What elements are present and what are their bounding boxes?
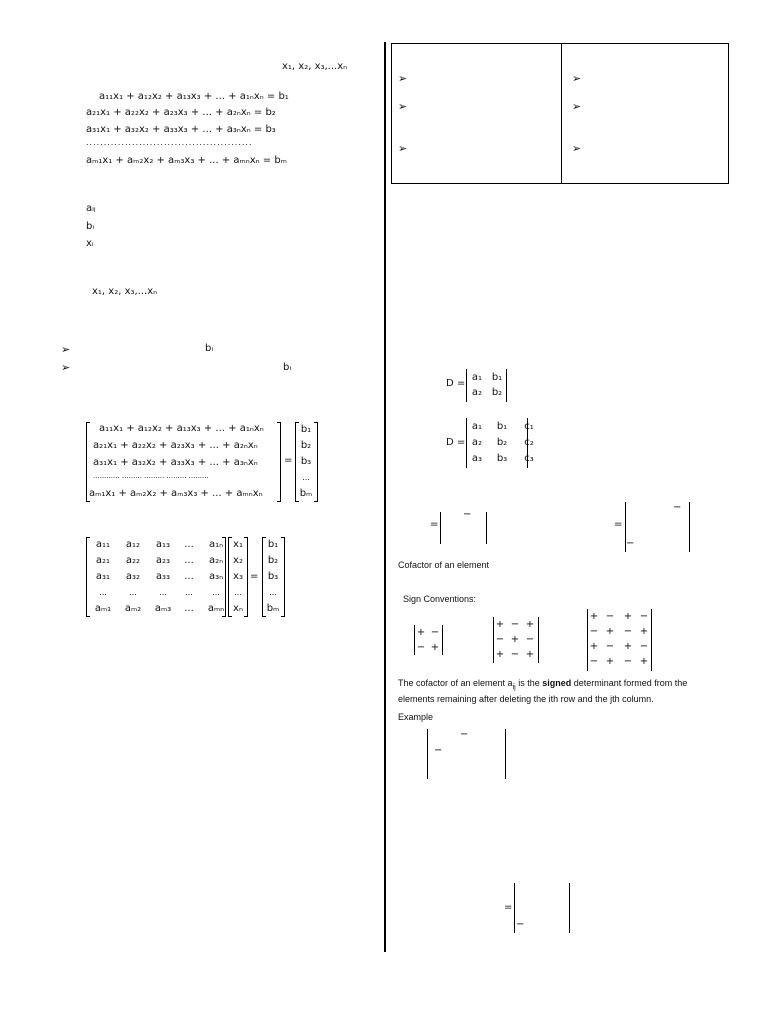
- dots-line: ...............................................: [86, 138, 253, 147]
- sign-cell: +: [430, 642, 440, 653]
- matrix-cell: a₃ₙ: [208, 571, 224, 582]
- sign-cell: +: [495, 619, 505, 630]
- sign-cell: +: [589, 611, 599, 622]
- sign-cell: −: [495, 634, 505, 645]
- expanded-row-dots: ............ ......... ......... ......... .........: [93, 472, 209, 480]
- matrix-cell: ...: [184, 555, 194, 566]
- matrix-cell: ...: [99, 588, 107, 597]
- b-vector-entry: b₁: [267, 539, 279, 550]
- bracket-right: [314, 422, 318, 502]
- expansion-equals-1: =: [430, 519, 439, 530]
- det-bar: [538, 617, 539, 663]
- system-equation-m: aₘ₁x₁ + aₘ₂x₂ + aₘ₃x₃ + ... + aₘₙxₙ = bₘ: [86, 155, 287, 166]
- det-bar: [486, 512, 487, 544]
- expanded-row-m: aₘ₁x₁ + aₘ₂x₂ + aₘ₃x₃ + ... + aₘₙxₙ: [89, 488, 263, 499]
- matrix-cell: aₘ₃: [154, 603, 172, 614]
- cofactor-heading: Cofactor of an element: [398, 560, 490, 570]
- bracket-right: [244, 537, 248, 617]
- expansion-equals-2: =: [614, 519, 623, 530]
- det-bar: [689, 502, 690, 552]
- b-vector-entry: ...: [269, 588, 277, 597]
- matrix-cell: a₁₁: [95, 539, 111, 550]
- x-vector-entry: ...: [234, 588, 242, 597]
- det-cell: a₃: [471, 453, 483, 464]
- sign-cell: +: [525, 619, 535, 630]
- sign4-grid: [587, 609, 651, 669]
- sign-cell: −: [623, 626, 633, 637]
- sign-cell: +: [623, 641, 633, 652]
- equals-sign: =: [284, 455, 293, 466]
- minus-sign: −: [626, 538, 635, 549]
- det-bar: [527, 418, 528, 468]
- det-bar: [569, 883, 570, 933]
- symbol-aij: aᵢⱼ: [86, 203, 96, 214]
- comparison-table: [391, 43, 729, 184]
- matrix-cell: ...: [184, 571, 194, 582]
- matrix-cell: a₁₂: [125, 539, 141, 550]
- sign-cell: +: [623, 611, 633, 622]
- bullet-symbol-1: bᵢ: [205, 343, 214, 354]
- bullet-arrow-1: ➢: [61, 344, 71, 356]
- table-bullet-arrow: ➢: [572, 101, 582, 113]
- det3-label: D =: [446, 437, 466, 448]
- table-bullet-arrow: ➢: [398, 101, 408, 113]
- matrix-cell: ...: [185, 588, 193, 597]
- sign-cell: −: [639, 611, 649, 622]
- system-equation-2: a₂₁x₁ + a₂₂x₂ + a₂₃x₃ + ... + a₂ₙxₙ = b₂: [86, 107, 276, 118]
- sign-cell: +: [510, 634, 520, 645]
- matrix-cell: a₂ₙ: [208, 555, 224, 566]
- table-bullet-arrow: ➢: [572, 73, 582, 85]
- b-vector-entry: bₘ: [299, 488, 313, 499]
- b-vector-entry: b₃: [300, 456, 312, 467]
- det-bar: [514, 883, 515, 933]
- bracket-right: [222, 537, 226, 617]
- b-vector-entry: b₂: [300, 440, 312, 451]
- bracket-right: [281, 537, 285, 617]
- matrix-cell: a₃₃: [155, 571, 171, 582]
- expanded-row-3: a₃₁x₁ + a₃₂x₂ + a₃₃x₃ + ... + a₃ₙxₙ: [93, 457, 258, 468]
- table-divider: [561, 44, 562, 183]
- sign-cell: +: [605, 626, 615, 637]
- symbol-bi: bᵢ: [86, 221, 95, 232]
- sign-cell: −: [589, 626, 599, 637]
- matrix-cell: a₃₂: [125, 571, 141, 582]
- x-vector-entry: x₃: [233, 571, 243, 582]
- b-vector: [263, 538, 283, 615]
- expanded-row-2: a₂₁x₁ + a₂₂x₂ + a₂₃x₃ + ... + a₂ₙxₙ: [93, 440, 258, 451]
- b-vector-entry: bₘ: [266, 603, 280, 614]
- b-vector-entry: b₂: [267, 555, 279, 566]
- matrix-cell: ...: [129, 588, 137, 597]
- matrix-cell: aₘ₁: [94, 603, 112, 614]
- symbol-xi: xᵢ: [86, 238, 94, 249]
- sign-cell: +: [605, 656, 615, 667]
- x-vector-entry: x₂: [233, 555, 243, 566]
- expansion-equals-3: =: [504, 902, 513, 913]
- det2-label: D =: [446, 378, 466, 389]
- matrix-cell: a₁ₙ: [208, 539, 224, 550]
- minus-sign: −: [460, 729, 469, 740]
- bracket-right: [277, 422, 281, 502]
- definition-bold: signed: [542, 678, 572, 688]
- b-vector: [296, 423, 316, 500]
- matrix-cell: a₃₁: [95, 571, 111, 582]
- coefficient-matrix: [88, 538, 232, 615]
- det-bar: [442, 625, 443, 655]
- sign2-grid: [414, 625, 442, 655]
- sign-cell: +: [639, 656, 649, 667]
- matrix-cell: aₘₙ: [207, 603, 225, 614]
- definition-text: is the: [515, 678, 543, 688]
- matrix-cell: a₂₂: [125, 555, 141, 566]
- det-cell: b₃: [496, 453, 508, 464]
- sign-cell: −: [525, 634, 535, 645]
- sign-cell: +: [639, 626, 649, 637]
- det-cell: b₂: [491, 387, 503, 398]
- sign-cell: +: [525, 649, 535, 660]
- det-cell: c₁: [524, 421, 534, 432]
- system-equation-1: a₁₁x₁ + a₁₂x₂ + a₁₃x₃ + ... + a₁ₙxₙ = b₁: [99, 91, 289, 102]
- bullet-symbol-2: bᵢ: [283, 362, 292, 373]
- matrix-cell: ...: [212, 588, 220, 597]
- det-cell: a₁: [471, 372, 483, 383]
- variable-list-top: x₁, x₂, x₃,...xₙ: [282, 61, 348, 72]
- sign3-grid: [493, 617, 537, 662]
- det-bar: [427, 729, 428, 779]
- b-vector-entry: ...: [302, 473, 310, 482]
- sign-cell: +: [495, 649, 505, 660]
- bullet-arrow-2: ➢: [61, 362, 71, 374]
- det2-grid: [467, 370, 507, 400]
- matrix-cell: a₂₁: [95, 555, 111, 566]
- matrix-cell: ...: [184, 603, 194, 614]
- expanded-row-1: a₁₁x₁ + a₁₂x₂ + a₁₃x₃ + ... + a₁ₙxₙ: [99, 423, 264, 434]
- cofactor-definition-line1: [398, 678, 687, 691]
- det-bar: [506, 369, 507, 402]
- definition-text: The cofactor of an element a: [398, 678, 513, 688]
- variable-list-mid: x₁, x₂, x₃,...xₙ: [92, 286, 158, 297]
- sign-cell: −: [430, 627, 440, 638]
- sign-cell: −: [639, 641, 649, 652]
- det-cell: b₁: [491, 372, 503, 383]
- system-equation-3: a₃₁x₁ + a₃₂x₂ + a₃₃x₃ + ... + a₃ₙxₙ = b₃: [86, 124, 276, 135]
- example-heading: Example: [398, 712, 434, 722]
- sign-cell: −: [416, 642, 426, 653]
- det3-grid: [467, 419, 541, 467]
- definition-subscript: ij: [512, 683, 516, 691]
- det-cell: c₃: [524, 453, 534, 464]
- det-cell: a₂: [471, 387, 483, 398]
- minus-sign: −: [463, 509, 472, 520]
- definition-text: determinant formed from the: [571, 678, 688, 688]
- det-cell: b₁: [496, 421, 508, 432]
- matrix-cell: a₂₃: [155, 555, 171, 566]
- sign-cell: −: [605, 611, 615, 622]
- b-vector-entry: b₃: [267, 571, 279, 582]
- det-cell: a₂: [471, 437, 483, 448]
- cofactor-definition-line2: elements remaining after deleting the ith row and the jth column.: [398, 694, 654, 704]
- sign-cell: −: [510, 649, 520, 660]
- sign-cell: −: [510, 619, 520, 630]
- x-vector-entry: xₙ: [233, 603, 243, 614]
- table-bullet-arrow: ➢: [398, 73, 408, 85]
- minus-sign: −: [434, 745, 443, 756]
- det-bar: [651, 609, 652, 671]
- sign-cell: −: [623, 656, 633, 667]
- sign-cell: −: [605, 641, 615, 652]
- table-bullet-arrow: ➢: [572, 143, 582, 155]
- column-divider: [384, 42, 386, 952]
- equals-sign: =: [250, 571, 259, 582]
- sign-cell: +: [416, 627, 426, 638]
- matrix-cell: aₘ₂: [124, 603, 142, 614]
- det-cell: c₂: [524, 437, 534, 448]
- x-vector-entry: x₁: [233, 539, 243, 550]
- det-cell: b₂: [496, 437, 508, 448]
- matrix-cell: ...: [159, 588, 167, 597]
- sign-cell: −: [589, 656, 599, 667]
- det-bar: [505, 729, 506, 779]
- matrix-cell: a₁₃: [155, 539, 171, 550]
- minus-sign: −: [516, 919, 525, 930]
- det-bar: [440, 512, 441, 544]
- table-bullet-arrow: ➢: [398, 143, 408, 155]
- sign-conventions-label: Sign Conventions:: [403, 594, 477, 604]
- minus-sign: −: [673, 502, 682, 513]
- b-vector-entry: b₁: [300, 424, 312, 435]
- sign-cell: +: [589, 641, 599, 652]
- matrix-cell: ...: [184, 539, 194, 550]
- det-cell: a₁: [471, 421, 483, 432]
